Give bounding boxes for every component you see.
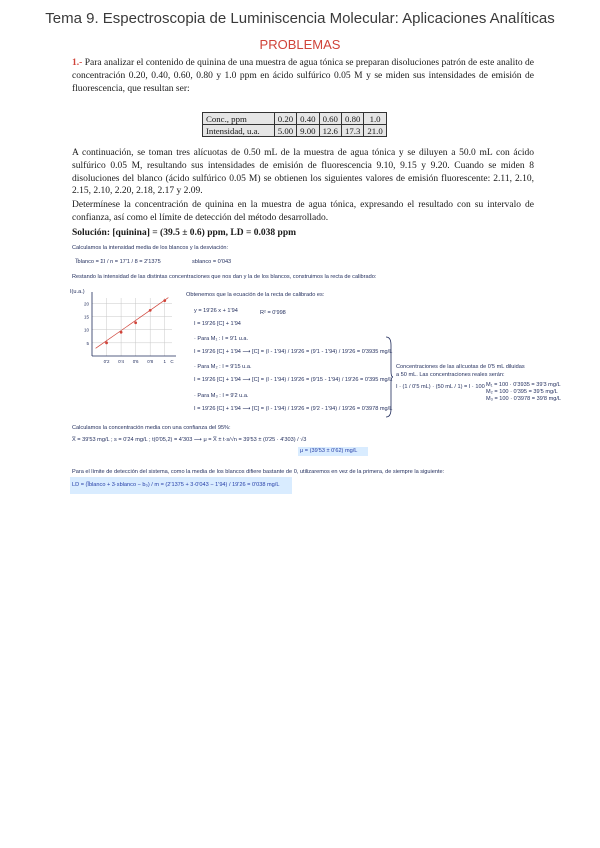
data-point [105,341,108,344]
notes-formula: I · (1 / 0'5 mL) · (50 mL / 1) = I · 100 [396,384,485,390]
y-tick-label: 20 [83,301,89,307]
table-cell: 0.60 [319,113,341,125]
y-tick-label: 10 [83,327,89,333]
notes-formula: I = 19'26 [C] + 1'94 ⟶ [C] = (I - 1'94) / 19'26 = (9'2 - 1'94) / 19'26 = 0'3978 mg/L [194,406,393,412]
problem-number: 1.- [72,58,83,68]
notes-line: Calculamos la concentración media con una confianza del 95%: [72,425,231,431]
table-cell: 1.0 [364,113,386,125]
notes-line: Para el límite de detección del sistema, como la media de los blancos difiere bastante de 0, utilizaremos en vez de la primera, de siempre la siguiente: [72,469,445,475]
notes-formula: sblanco = 0'043 [192,259,232,265]
data-table [202,112,387,137]
data-point [134,321,137,324]
notes-formula: M₃ = 100 · 0'3978 = 39'8 mg/L [486,396,562,402]
notes-formula: I̅blanco = ΣI / n = 17'1 / 8 = 2'1375 [76,259,161,265]
notes-line: a 50 mL. Las concentraciones reales serán: [396,372,505,378]
notes-formula: M₂ = 100 · 0'395 = 39'5 mg/L [486,389,558,395]
table-cell: 0.80 [341,113,363,125]
problem-continuation: A continuación, se toman tres alícuotas de 0.50 mL de la muestra de agua tónica y se diluyen a 50.0 mL con ácido sulfúrico 0.05 M, resultando sus intensidades de emisión de fluorescencia 9.10, 9.15 y 9.20. Cuando se miden 8 disoluciones del blanco (ácido sulfúrico 0.05 M) se obtienen los siguientes valores de emisión fluorescente: 2.11, 2.10, 2.15, 2.10, 2.20, 2.18, 2.17 y 2.09. [72,148,534,197]
x-tick-label: 0'8 [147,359,154,364]
data-point [149,309,152,312]
notes-line: · Para M₃ : I = 9'2 u.a. [194,393,249,399]
notes-line: · Para M₂ : I = 9'15 u.a. [194,364,252,370]
x-tick-label: C [170,359,174,364]
table-cell: 9.00 [297,125,319,137]
x-tick-label: 0'2 [103,359,110,364]
x-tick-label: 0'4 [118,359,125,364]
y-tick-label: 15 [83,314,89,320]
table-row [203,113,387,125]
data-point [163,299,166,302]
table-cell: 0.40 [297,113,319,125]
table-row [203,125,387,137]
chart-ylabel: I(u.a.) [70,289,85,295]
table-cell: 12.6 [319,125,341,137]
table-cell: 0.20 [274,113,296,125]
table-header: Conc., ppm [203,113,275,125]
data-point [120,331,123,334]
notes-line: Obtenemos que la ecuación de la recta de calibrado es: [186,292,325,298]
section-heading: PROBLEMAS [259,37,341,52]
problem-intro-text: Para analizar el contenido de quinina de una muestra de agua tónica se preparan disoluciones patrón de este analito de concentración 0.20, 0.40, 0.60, 0.80 y 1.0 ppm en ácido sulfúrico 0.05 M y se miden sus intensidades de emisión de fluorescencia, que resultan ser: [72,58,535,94]
page-title: Tema 9. Espectroscopia de Luminiscencia Molecular: Aplicaciones Analíticas [45,10,555,27]
table-header: Intensidad, u.a. [203,125,275,137]
notes-line: Calculamos la intensidad media de los blancos y la desviación: [72,245,229,251]
notes-line: · Para M₁ : I = 9'1 u.a. [194,336,249,342]
notes-formula: I = 19'26 [C] + 1'94 ⟶ [C] = (I - 1'94) / 19'26 = (9'15 - 1'94) / 19'26 = 0'395 mg/L [194,377,393,383]
notes-formula: M₁ = 100 · 0'3935 = 39'3 mg/L [486,382,561,388]
notes-formula: X̅ = 39'53 mg/L ; s = 0'24 mg/L ; t(0'05,2) = 4'303 ⟶ μ = X̅ ± t·s/√n = 39'53 ± (0'25 · 4'303) / √3 [72,437,307,443]
table-cell: 21.0 [364,125,386,137]
notes-line: Concentraciones de las alícuotas de 0'5 mL diluidas [396,364,525,370]
brace [385,337,393,417]
notes-formula: R² = 0'998 [260,310,286,316]
notes-formula: I = 19'26 [C] + 1'94 ⟶ [C] = (I - 1'94) / 19'26 = (9'1 - 1'94) / 19'26 = 0'3935 mg/L [194,349,393,355]
calibration-chart [70,288,180,370]
notes-formula: y = 19'26 x + 1'94 [194,308,238,314]
x-tick-label: 0'6 [132,359,139,364]
notes-formula: I = 19'26 [C] + 1'94 [194,321,241,327]
y-tick-label: 5 [86,340,89,346]
solution-line: Solución: [quinina] = (39.5 ± 0.6) ppm, LD = 0.038 ppm [72,228,297,238]
result-line: LD = (I̅blanco + 3·sblanco − b₀) / m = (2'1375 + 3·0'043 − 1'94) / 19'26 = 0'038 mg/L [72,482,280,488]
table-cell: 5.00 [274,125,296,137]
x-tick-label: 1 [163,359,166,364]
problem-intro [72,57,534,95]
problem-question: Determínese la concentración de quinina en la muestra de agua tónica, expresando el resultado con su intervalo de confianza, así como el límite de detección del método desarrollado. [72,200,534,223]
result-line: μ = (39'53 ± 0'62) mg/L [300,448,358,454]
notes-line: Restando la intensidad de las distintas concentraciones que nos dan y la de los blancos, construimos la recta de calibrado: [72,274,377,280]
table-cell: 17.3 [341,125,363,137]
